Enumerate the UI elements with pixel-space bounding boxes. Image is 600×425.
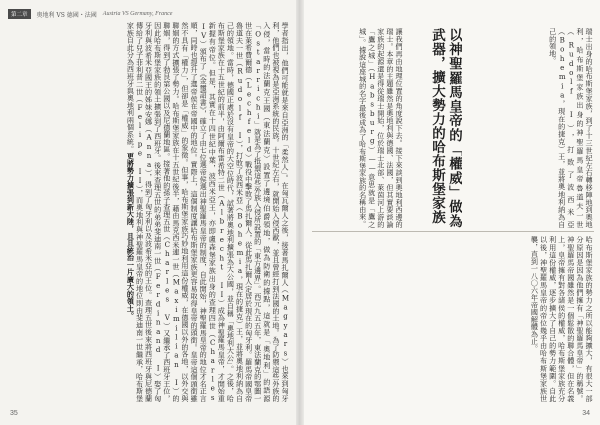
page-number-right: 34 <box>582 410 590 417</box>
chapter-running-title: 奧地利 VS 德國・法國 <box>36 11 97 19</box>
right-page-intro: 讓我們再由地理位置的角度說下去。接下來談到奧地利西邊的瑞士。本章的主題雖然是奧地利與德國、法國，但其實要談論家族的起源還是得從瑞士開始，位於瑞士北部、萊茵河上游的「鷹之城」（Habsburg）——意思就是「鷹之城」。據說這座城的名字最後成為了哈布斯堡家族的名稱由來。 <box>358 28 404 228</box>
right-page-body-top: 瑞士出身的哈布斯堡家族，到了十三世紀左右轉移陣地到奧地利，哈布斯堡家族出身的神聖羅馬皇帝魯道夫一世（Rudolf I），打敗了波西米亞（Bohemia，現在的捷克）王，並將奧地利納為自己的領地。 <box>548 28 594 228</box>
running-head <box>8 9 172 19</box>
page-number-left: 35 <box>10 410 18 417</box>
chapter-running-title-latin: Austria VS Germany, France <box>102 11 173 17</box>
chapter-label: 第二章 <box>8 9 31 19</box>
left-body-text: 學者指出，他們可能就是來自亞洲的「柔然人」。在匈瓦爾人之後，接著馬扎爾人（Magyars）也來到匈牙利，他們也被視為是亞洲系統的民族。十世紀左右，就開始入侵西歐，並且曾經打到法國的土地。為了防禦這些外族的入侵，當時的法蘭克王國（東法蘭克）設置了邊境伯爵領地，做為防衛的據點，這就是「奧地利」的語源「Ostarrichi」就是為了抵禦這些外族入侵所設置的「東方邊界」。西元九五五年，東法蘭克的鄂圖一世在萊希費爾德（Lechfeld）戰役中擊敗了馬扎爾人，從此馬扎爾人定居於現在的匈牙利。羅馬帝國皇帝魯道夫一世（Rudolf I），打敗了波西米亞（Bohemia，現在的捷克）王，並將奧地利納為自己的領地。當時，德國正處於沒有皇帝的大空位時代，試著將奧地利擴張為大公國，並自稱「奧地利大公」。之後，哈布斯堡家族在十五世紀的前半，由阿爾布雷希特二世（Albrecht II）成為神聖羅馬皇帝，才開始重新握有帝位。但是，其實在十四世紀中葉，波西米亞王，亦即盧森堡家族出身的查理四世（Charles IV）頒布了《金璽詔書》，確立了由七位選帝侯選出神聖羅馬皇帝的制度，自此開始，神聖羅馬皇帝的地位才名正言順，同時也提升了選帝侯在帝國中的地位。實際上，這個制度讓哈布斯堡家族更容易取得皇帝的頭銜。皇帝這個頭銜雖然不具有「權力」，但卻是「權威」的象徵。但事，哈布斯堡家族巧妙地利用這份權威，在德國以外的各地，以外交與聯姻的方式擴張了勢力。哈布斯堡家族在十五世紀後半，藉由馬克西米連一世（Maximilian I）的聯姻，得到了勃艮第公國以及尼德蘭地區。接著他的孫子查理五世（Charles V）又繼承了西班牙王位，因此哈布斯堡家族的領土擴張到了西班牙。後來查理五世的弟弟斐迪南一世（Ferdinand I）娶了匈牙利與波希米亞國王的姊妹安娜（Anna），得到了匈牙利以及波希米亞的王位。查理五世後來將西班牙與尼德蘭傳給了兒子菲利普二世（Felipe II），而奧地利與神聖羅馬皇帝的地位則由斐迪南一世繼承，哈布斯堡家族自此分為西班牙與奧地利兩個系統。 <box>126 22 290 402</box>
book-gutter <box>296 0 304 425</box>
right-page <box>300 0 600 425</box>
right-page-body-bottom: 哈布斯堡家族的勢力之所以能夠擴大，有很大一部分原因是因為他們擁有「神聖羅馬皇帝」的稱號。神聖羅馬帝國雖然是一個鬆散的聯合體，但在名義上，皇帝擁有對各諸侯的權威，哈布斯堡家族充分利用這份權威，逐步擴大了自己的勢力範圍。自此以後，神聖羅馬皇帝的帝位幾乎由哈布斯堡家族世襲，直到一八〇六年帝國解體為止。 <box>530 236 594 402</box>
left-body-highlight: 更將勢力擴張到新大陸，且且統治一片廣大的領土。 <box>126 152 136 320</box>
chapter-section-title: 以神聖羅馬皇帝的「權威」做為武器，擴大勢力的哈布斯堡家族 <box>429 28 462 228</box>
section-divider <box>312 231 594 232</box>
left-page-body <box>10 22 290 402</box>
